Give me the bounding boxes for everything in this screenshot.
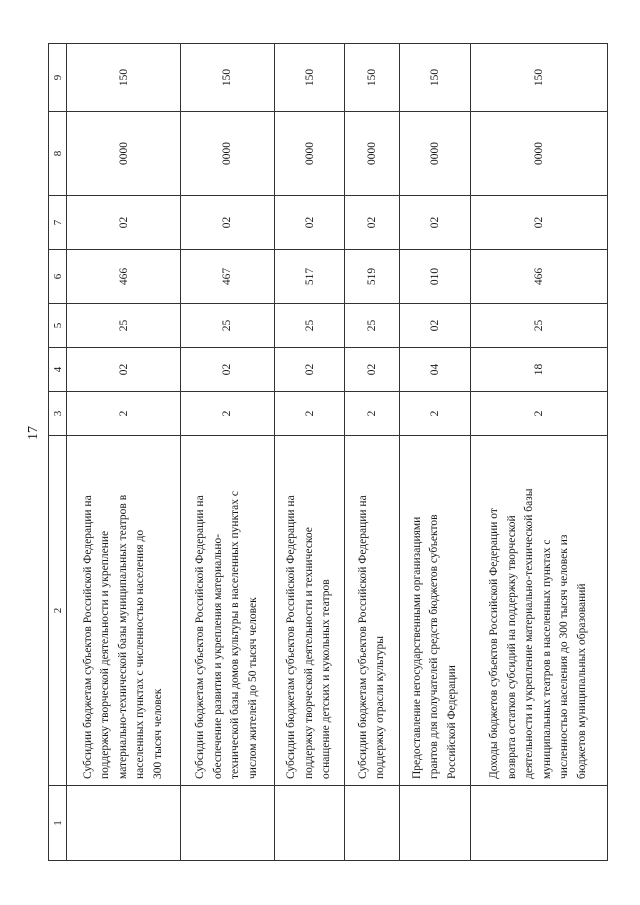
code-cell (470, 786, 607, 861)
description-cell: Субсидии бюджетам субъектов Российской Федерации на поддержку творческой деятельности и укрепление материально-технической базы муниципальных театров в населенных пунктах с численностью населения до 300 тысяч человек (67, 436, 181, 786)
value-cell: 010 (400, 250, 471, 304)
value-cell: 0000 (67, 112, 181, 196)
value-cell: 04 (400, 348, 471, 392)
value-cell: 150 (400, 44, 471, 112)
code-cell (181, 786, 275, 861)
description-cell: Субсидии бюджетам субъектов Российской Федерации на поддержку отрасли культуры (345, 436, 400, 786)
value-cell: 0000 (181, 112, 275, 196)
value-cell: 25 (470, 304, 607, 348)
value-cell: 25 (67, 304, 181, 348)
value-cell: 25 (274, 304, 345, 348)
value-cell: 150 (345, 44, 400, 112)
value-cell: 02 (400, 196, 471, 250)
value-cell: 150 (470, 44, 607, 112)
column-header: 5 (49, 304, 67, 348)
table-container (48, 44, 608, 861)
value-cell: 2 (67, 392, 181, 436)
value-cell: 0000 (345, 112, 400, 196)
value-cell: 517 (274, 250, 345, 304)
column-header: 1 (49, 786, 67, 861)
code-cell (67, 786, 181, 861)
value-cell: 02 (67, 348, 181, 392)
code-cell (274, 786, 345, 861)
value-cell: 2 (400, 392, 471, 436)
code-cell (345, 786, 400, 861)
column-header: 9 (49, 44, 67, 112)
value-cell: 2 (470, 392, 607, 436)
value-cell: 2 (345, 392, 400, 436)
value-cell: 0000 (274, 112, 345, 196)
value-cell: 02 (345, 196, 400, 250)
value-cell: 466 (67, 250, 181, 304)
value-cell: 02 (470, 196, 607, 250)
column-header: 2 (49, 436, 67, 786)
column-header: 6 (49, 250, 67, 304)
description-cell: Субсидии бюджетам субъектов Российской Федерации на обеспечение развития и укрепления материально- технической базы домов культуры в населенных пунктах с числом жителей до 50 тысяч человек (181, 436, 275, 786)
value-cell: 02 (345, 348, 400, 392)
value-cell: 467 (181, 250, 275, 304)
value-cell: 466 (470, 250, 607, 304)
value-cell: 02 (181, 196, 275, 250)
value-cell: 2 (181, 392, 275, 436)
table-row (274, 44, 345, 861)
value-cell: 18 (470, 348, 607, 392)
value-cell: 02 (400, 304, 471, 348)
value-cell: 25 (345, 304, 400, 348)
column-header: 7 (49, 196, 67, 250)
code-cell (400, 786, 471, 861)
value-cell: 2 (274, 392, 345, 436)
value-cell: 02 (67, 196, 181, 250)
value-cell: 150 (67, 44, 181, 112)
description-cell: Доходы бюджетов субъектов Российской Федерации от возврата остатков субсидий на поддержку творческой деятельности и укрепление материально-технической базы муниципальных театров в населенных пунктах с численностью населения до 300 тысяч человек из бюджетов муниципальных образований (470, 436, 607, 786)
column-header: 4 (49, 348, 67, 392)
table-row (470, 44, 607, 861)
table-row (400, 44, 471, 861)
value-cell: 0000 (470, 112, 607, 196)
value-cell: 519 (345, 250, 400, 304)
page-number: 17 (26, 426, 41, 440)
description-cell: Предоставление негосударственными организациями грантов для получателей средств бюджетов субъектов Российской Федерации (400, 436, 471, 786)
table-row (67, 44, 181, 861)
column-header: 3 (49, 392, 67, 436)
value-cell: 150 (181, 44, 275, 112)
description-cell: Субсидии бюджетам субъектов Российской Федерации на поддержку творческой деятельности и техническое оснащение детских и кукольных театров (274, 436, 345, 786)
value-cell: 02 (274, 348, 345, 392)
value-cell: 150 (274, 44, 345, 112)
column-number-row (49, 44, 67, 861)
table-row (181, 44, 275, 861)
value-cell: 0000 (400, 112, 471, 196)
table-row (345, 44, 400, 861)
value-cell: 02 (181, 348, 275, 392)
value-cell: 02 (274, 196, 345, 250)
column-header: 8 (49, 112, 67, 196)
budget-classification-table (48, 43, 608, 861)
value-cell: 25 (181, 304, 275, 348)
